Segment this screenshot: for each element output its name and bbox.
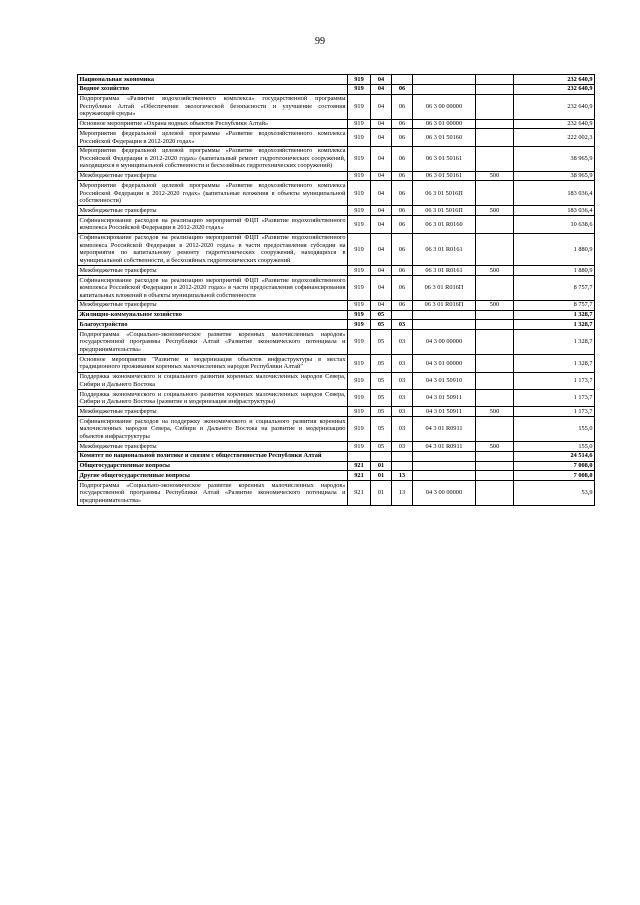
row-target-code: 06 3 01 R0161 — [413, 266, 476, 276]
row-expense-type-code — [476, 310, 514, 320]
row-subsection-code: 03 — [392, 407, 413, 417]
row-subsection-code: 03 — [392, 330, 413, 355]
row-amount: 8 757,7 — [514, 300, 595, 310]
row-subsection-code: 06 — [392, 275, 413, 300]
row-name: Подпрограмма «Социально-экономическое развитие коренных малочисленных народов» государственной программы Республики Алтай «Развитие экономического потенциала и предпринимательства» — [79, 481, 346, 504]
row-section-code: 04 — [371, 171, 392, 181]
row-admin-code: 919 — [348, 355, 371, 372]
row-amount: 1 328,7 — [514, 330, 595, 355]
table-row — [78, 310, 595, 320]
table-row — [78, 320, 595, 330]
row-target-code — [413, 310, 476, 320]
row-subsection-code: 06 — [392, 206, 413, 216]
row-amount: 10 638,6 — [514, 216, 595, 233]
budget-table — [77, 74, 595, 506]
row-section-code: 04 — [371, 181, 392, 206]
row-section-code: 04 — [371, 119, 392, 129]
row-admin-code: 919 — [348, 75, 371, 85]
row-expense-type-code — [476, 84, 514, 94]
row-subsection-code: 06 — [392, 171, 413, 181]
row-expense-type-code — [476, 233, 514, 266]
table-row — [78, 275, 595, 300]
row-amount: 232 640,9 — [514, 119, 595, 129]
row-subsection-code: 06 — [392, 181, 413, 206]
row-section-code: 05 — [371, 330, 392, 355]
row-section-code: 04 — [371, 216, 392, 233]
table-row — [78, 451, 595, 461]
row-subsection-code — [392, 75, 413, 85]
row-target-code — [413, 84, 476, 94]
row-section-code: 05 — [371, 442, 392, 452]
table-row — [78, 372, 595, 389]
row-subsection-code: 06 — [392, 146, 413, 171]
table-row — [78, 181, 595, 206]
row-name: Межбюджетные трансферты — [78, 266, 348, 276]
row-subsection-code: 06 — [392, 266, 413, 276]
table-row — [78, 442, 595, 452]
row-target-code: 06 3 01 R016П — [413, 275, 476, 300]
row-target-code — [413, 461, 476, 471]
row-name: Национальная экономика — [78, 75, 348, 85]
row-expense-type-code: 500 — [476, 266, 514, 276]
row-expense-type-code — [476, 389, 514, 406]
row-amount: 8 757,7 — [514, 275, 595, 300]
row-admin-code: 919 — [348, 181, 371, 206]
table-row — [78, 355, 595, 372]
row-name: Жилищно-коммунальное хозяйство — [78, 310, 348, 320]
row-expense-type-code — [476, 417, 514, 442]
row-amount: 1 173,7 — [514, 372, 595, 389]
row-target-code: 06 3 01 R016П — [413, 300, 476, 310]
row-section-code: 04 — [371, 84, 392, 94]
row-amount: 38 965,9 — [514, 146, 595, 171]
row-expense-type-code — [476, 94, 514, 119]
table-row — [78, 417, 595, 442]
table-row — [78, 266, 595, 276]
row-amount: 183 036,4 — [514, 206, 595, 216]
row-name: Софинансирование расходов на реализацию мероприятий ФЦП «Развитие водохозяйственного комплекса Российской Федерации в 2012-2020 годах» в части предоставления субсидии на мероприятия по капитальному ремонту гидротехнических сооружений, находящихся в муниципальной собственности, и бесхозяйных гидротехнических сооружений — [79, 234, 346, 264]
row-amount: 1 880,9 — [514, 266, 595, 276]
row-admin-code — [348, 451, 371, 461]
row-admin-code: 919 — [348, 233, 371, 266]
row-section-code: 04 — [371, 233, 392, 266]
row-amount: 7 008,0 — [514, 471, 595, 481]
row-target-code: 04 3 01 R0911 — [413, 417, 476, 442]
row-admin-code: 919 — [348, 320, 371, 330]
table-row — [78, 300, 595, 310]
row-amount: 155,0 — [514, 442, 595, 452]
row-expense-type-code: 500 — [476, 442, 514, 452]
row-admin-code: 919 — [348, 146, 371, 171]
row-admin-code: 919 — [348, 206, 371, 216]
row-admin-code: 919 — [348, 171, 371, 181]
row-amount: 1 880,9 — [514, 233, 595, 266]
row-subsection-code: 03 — [392, 320, 413, 330]
page-number: 99 — [315, 36, 325, 47]
table-row — [78, 171, 595, 181]
row-amount: 1 173,7 — [514, 407, 595, 417]
row-name: Основное мероприятие «Охрана водных объектов Республики Алтай» — [78, 119, 348, 129]
row-target-code: 04 3 00 00000 — [413, 481, 476, 506]
row-amount: 24 514,6 — [514, 451, 595, 461]
row-subsection-code: 03 — [392, 389, 413, 406]
table-row — [78, 471, 595, 481]
row-name: Поддержка экономического и социального развития коренных малочисленных народов Севера, Сибири и Дальнего Востока (развитие и модернизация инфраструктуры) — [79, 390, 346, 406]
row-name: Межбюджетные трансферты — [78, 206, 348, 216]
row-section-code: 04 — [371, 94, 392, 119]
row-section-code: 04 — [371, 129, 392, 146]
row-expense-type-code — [476, 461, 514, 471]
row-subsection-code: 06 — [392, 119, 413, 129]
row-expense-type-code — [476, 355, 514, 372]
row-section-code: 05 — [371, 355, 392, 372]
row-subsection-code: 03 — [392, 355, 413, 372]
row-admin-code: 919 — [348, 372, 371, 389]
row-name: Основное мероприятие "Развитие и модернизация объектов инфраструктуры в местах традиционного проживания коренных малочисленных народов Республики Алтай" — [79, 355, 346, 371]
row-subsection-code: 03 — [392, 417, 413, 442]
row-section-code: 04 — [371, 266, 392, 276]
row-admin-code: 921 — [348, 461, 371, 471]
table-row — [78, 389, 595, 406]
row-name: Подпрограмма «Социально-экономическое развитие коренных малочисленных народов» государственной программы Республики Алтай «Развитие экономического потенциала и предпринимательства» — [79, 330, 346, 353]
row-target-code: 06 3 01 5016П — [413, 181, 476, 206]
row-target-code — [413, 451, 476, 461]
row-amount: 232 640,9 — [514, 84, 595, 94]
budget-table-body — [78, 75, 595, 506]
row-subsection-code: 13 — [392, 471, 413, 481]
row-expense-type-code: 500 — [476, 300, 514, 310]
row-amount: 38 965,9 — [514, 171, 595, 181]
table-row — [78, 481, 595, 506]
row-admin-code: 919 — [348, 129, 371, 146]
table-row — [78, 461, 595, 471]
row-expense-type-code — [476, 129, 514, 146]
row-expense-type-code — [476, 330, 514, 355]
row-expense-type-code — [476, 216, 514, 233]
row-amount: 1 328,7 — [514, 310, 595, 320]
row-admin-code: 919 — [348, 119, 371, 129]
row-amount: 7 008,0 — [514, 461, 595, 471]
table-row — [78, 94, 595, 119]
row-target-code — [413, 471, 476, 481]
row-target-code: 06 3 01 R0161 — [413, 233, 476, 266]
row-section-code: 04 — [371, 146, 392, 171]
row-name: Софинансирование расходов на реализацию мероприятий ФЦП «Развитие водохозяйственного комплекса Российской Федерации в 2012-2020 годах» — [79, 216, 346, 232]
row-subsection-code: 06 — [392, 233, 413, 266]
row-section-code: 04 — [371, 275, 392, 300]
row-amount: 183 036,4 — [514, 181, 595, 206]
row-name: Межбюджетные трансферты — [78, 300, 348, 310]
row-name: Комитет по национальной политике и связям с общественностью Республики Алтай — [78, 451, 348, 461]
row-admin-code: 919 — [348, 442, 371, 452]
row-amount: 232 640,9 — [514, 75, 595, 85]
row-amount: 1 328,7 — [514, 320, 595, 330]
table-row — [78, 330, 595, 355]
row-admin-code: 919 — [348, 417, 371, 442]
row-target-code: 06 3 01 5016П — [413, 206, 476, 216]
row-subsection-code: 06 — [392, 216, 413, 233]
row-target-code: 06 3 00 00000 — [413, 94, 476, 119]
row-name: Другие общегосударственные вопросы — [78, 471, 348, 481]
row-expense-type-code — [476, 320, 514, 330]
row-admin-code: 919 — [348, 407, 371, 417]
row-section-code: 05 — [371, 310, 392, 320]
table-row — [78, 129, 595, 146]
row-admin-code: 919 — [348, 310, 371, 320]
row-name: Межбюджетные трансферты — [78, 171, 348, 181]
row-amount: 222 002,3 — [514, 129, 595, 146]
table-row — [78, 146, 595, 171]
row-target-code: 06 3 01 R0160 — [413, 216, 476, 233]
row-admin-code: 919 — [348, 330, 371, 355]
row-subsection-code — [392, 451, 413, 461]
row-name: Благоустройство — [78, 320, 348, 330]
row-admin-code: 921 — [348, 481, 371, 506]
row-subsection-code: 06 — [392, 300, 413, 310]
row-target-code: 04 3 01 00000 — [413, 355, 476, 372]
row-admin-code: 919 — [348, 216, 371, 233]
row-section-code: 05 — [371, 372, 392, 389]
row-section-code: 05 — [371, 320, 392, 330]
row-section-code — [371, 451, 392, 461]
table-row — [78, 75, 595, 85]
row-subsection-code: 06 — [392, 129, 413, 146]
row-expense-type-code — [476, 119, 514, 129]
row-name: Водное хозяйство — [78, 84, 348, 94]
row-expense-type-code — [476, 146, 514, 171]
row-amount: 53,9 — [514, 481, 595, 506]
row-target-code: 06 3 01 50161 — [413, 171, 476, 181]
row-name: Межбюджетные трансферты — [78, 442, 348, 452]
row-target-code — [413, 320, 476, 330]
row-section-code: 04 — [371, 206, 392, 216]
row-admin-code: 921 — [348, 471, 371, 481]
row-admin-code: 919 — [348, 389, 371, 406]
row-section-code: 01 — [371, 461, 392, 471]
row-section-code: 01 — [371, 471, 392, 481]
row-expense-type-code — [476, 481, 514, 506]
row-expense-type-code: 500 — [476, 407, 514, 417]
row-target-code: 04 3 01 50911 — [413, 407, 476, 417]
row-target-code: 06 3 01 50160 — [413, 129, 476, 146]
table-row — [78, 119, 595, 129]
table-row — [78, 216, 595, 233]
row-expense-type-code — [476, 372, 514, 389]
row-section-code: 04 — [371, 75, 392, 85]
row-name: Софинансирование расходов на реализацию мероприятий ФЦП «Развитие водохозяйственного комплекса Российской Федерации в 2012-2020 годах» в части предоставления софинансирования капитальных вложений в объекты муниципальной собственности — [79, 276, 346, 299]
row-subsection-code: 13 — [392, 481, 413, 506]
row-expense-type-code — [476, 275, 514, 300]
row-section-code: 01 — [371, 481, 392, 506]
row-section-code: 04 — [371, 300, 392, 310]
row-expense-type-code: 500 — [476, 206, 514, 216]
row-expense-type-code — [476, 451, 514, 461]
row-amount: 232 640,9 — [514, 94, 595, 119]
row-amount: 155,0 — [514, 417, 595, 442]
row-section-code: 05 — [371, 389, 392, 406]
row-admin-code: 919 — [348, 94, 371, 119]
row-amount: 1 173,7 — [514, 389, 595, 406]
row-subsection-code — [392, 310, 413, 320]
row-section-code: 05 — [371, 417, 392, 442]
row-name: Софинансирование расходов на поддержку экономического и социального развития коренных малочисленных народов Севера, Сибири и Дальнего Востока на развитие и модернизацию объектов инфраструктуры — [79, 417, 346, 440]
row-name: Поддержка экономического и социального развития коренных малочисленных народов Севера, Сибири и Дальнего Востока — [79, 373, 346, 388]
row-amount: 1 328,7 — [514, 355, 595, 372]
table-row — [78, 233, 595, 266]
row-admin-code: 919 — [348, 84, 371, 94]
row-admin-code: 919 — [348, 275, 371, 300]
table-row — [78, 206, 595, 216]
row-subsection-code — [392, 461, 413, 471]
row-subsection-code: 03 — [392, 372, 413, 389]
table-row — [78, 84, 595, 94]
row-name: Мероприятия федеральной целевой программы «Развитие водохозяйственного комплекса Российской Федерации в 2012-2020 годах» (капитальный ремонт гидротехнических сооружений, находящихся в муниципальной собственности и бесхозяйных гидротехнических сооружений) — [79, 147, 346, 170]
table-row — [78, 407, 595, 417]
row-expense-type-code — [476, 75, 514, 85]
row-target-code: 04 3 01 50911 — [413, 389, 476, 406]
row-target-code — [413, 75, 476, 85]
row-subsection-code: 06 — [392, 94, 413, 119]
row-subsection-code: 06 — [392, 84, 413, 94]
row-admin-code: 919 — [348, 266, 371, 276]
row-name: Общегосударственные вопросы — [78, 461, 348, 471]
row-section-code: 05 — [371, 407, 392, 417]
row-name: Мероприятия федеральной целевой программы «Развитие водохозяйственного комплекса Российской Федерации в 2012-2020 годах» (капитальные вложения в объекты муниципальной собственности) — [79, 182, 346, 205]
row-admin-code: 919 — [348, 300, 371, 310]
row-expense-type-code — [476, 181, 514, 206]
row-target-code: 04 3 01 50910 — [413, 372, 476, 389]
row-expense-type-code — [476, 471, 514, 481]
row-target-code: 06 3 01 00000 — [413, 119, 476, 129]
row-expense-type-code: 500 — [476, 171, 514, 181]
row-target-code: 04 3 01 R0911 — [413, 442, 476, 452]
row-name: Мероприятия федеральной целевой программы «Развитие водохозяйственного комплекса Российской Федерации в 2012-2020 годах» — [79, 129, 346, 145]
row-subsection-code: 03 — [392, 442, 413, 452]
row-name: Подпрограмма «Развитие водохозяйственного комплекса» государственной программы Республики Алтай «Обеспечение экологической безопасности и улучшение состояния окружающей среды» — [79, 95, 346, 118]
row-name: Межбюджетные трансферты — [78, 407, 348, 417]
row-target-code: 06 3 01 50161 — [413, 146, 476, 171]
row-target-code: 04 3 00 00000 — [413, 330, 476, 355]
